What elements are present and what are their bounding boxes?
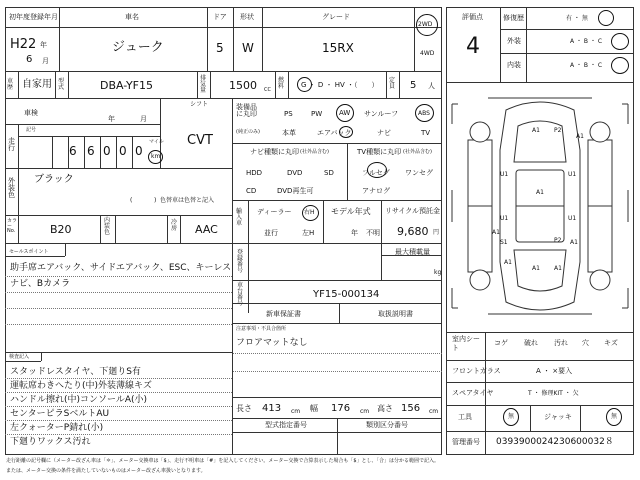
width-label: 幅 xyxy=(310,404,318,413)
color-code-label: カラー No. xyxy=(7,218,18,234)
mileage-label: 走行 xyxy=(8,137,15,152)
equipment-navi: ナビ xyxy=(377,129,391,137)
tv-fullseg: フルセグ xyxy=(362,169,390,177)
max-load-label: 最大積載量 xyxy=(395,248,430,256)
class-number-label: 類別区分番号 xyxy=(366,421,408,429)
color-change-note: 色替車は色替と記入 xyxy=(160,197,215,204)
displacement-label: 排気量 xyxy=(200,75,207,94)
jack-label: ジャッキ xyxy=(544,413,572,421)
fuel-options: G ・ D ・ HV ・（ ） xyxy=(301,81,379,89)
mileage-digit: 6 xyxy=(87,144,95,158)
car-name: ジューク xyxy=(112,40,164,55)
damage-mark: A1 xyxy=(532,265,540,272)
damage-mark: U1 xyxy=(568,215,577,222)
tools-label: 工具 xyxy=(458,413,472,421)
equipment-aw: AW xyxy=(339,109,351,117)
navi-type-sub: (社外品含む) xyxy=(300,149,329,155)
exterior-color-label: 外装色 xyxy=(8,177,15,199)
grade-value: 15RX xyxy=(322,41,354,55)
seat-scratch: キズ xyxy=(604,339,618,347)
inspector-label: 検査記入 xyxy=(9,354,30,360)
grade-label: グレード xyxy=(322,13,350,21)
damage-mark: U1 xyxy=(500,215,509,222)
damage-mark: A1 xyxy=(576,133,584,140)
doors-label: ドア xyxy=(213,13,227,21)
seat-hole: 穴 xyxy=(582,339,589,347)
max-load-unit: kg xyxy=(434,269,442,276)
damage-mark: P2 xyxy=(554,237,562,244)
navi-dvd-playable: DVD再生可 xyxy=(277,187,314,195)
equipment-airbag: エアバック xyxy=(317,129,352,137)
damage-mark: A1 xyxy=(532,127,540,134)
sales-points-label: セールスポイント xyxy=(9,249,49,255)
aircon-value: AAC xyxy=(195,223,218,236)
inspector-line: 下廻りワックス汚れ xyxy=(10,437,91,447)
jack-value: 無 xyxy=(611,413,618,420)
notes-label: 注意事項・不具合箇所 xyxy=(236,326,287,332)
length-label: 長さ xyxy=(236,404,252,413)
interior-color-label: 内装色 xyxy=(104,217,111,236)
interior-grade-circle xyxy=(611,57,629,74)
import-dealer: ディーラー xyxy=(257,208,292,216)
displacement-value: 1500 xyxy=(229,79,257,92)
usage-label: 車歴 xyxy=(7,78,14,91)
owner-manual: 取扱説明書 xyxy=(378,310,413,318)
footer-note-1: 走行距離の記号欄に（メーター改ざん車は「＊」、メーター交換車は「$」、走行不明車は「#」を記入してください。メーター交換で合算表示した場合も「$」とし、「合」は分かる範囲で記入。 xyxy=(6,458,440,464)
drive-4wd: 4WD xyxy=(420,50,435,57)
doors-value: 5 xyxy=(216,41,224,55)
displacement-unit: CC xyxy=(264,87,271,93)
fuel-label: 燃料 xyxy=(278,77,285,90)
shift-value: CVT xyxy=(187,133,213,148)
seat-burn: コゲ xyxy=(494,339,508,347)
sales-point-line: 助手席エアバック、サイドエアバック、ESC、キーレス xyxy=(10,263,232,273)
exterior-color-value: ブラック xyxy=(34,174,74,185)
tv-analog: アナログ xyxy=(362,187,390,195)
spare-tire-value: T ・ 修理KIT ・ 欠 xyxy=(528,390,579,397)
recycle-value: 9,680 xyxy=(397,225,429,238)
drive-2wd: 2WD xyxy=(418,21,433,28)
equipment-tv: TV xyxy=(421,129,431,137)
new-car-warranty: 新車保証書 xyxy=(266,310,301,318)
front-glass-value: A ・ ×要入 xyxy=(536,367,573,375)
width-unit: cm xyxy=(360,408,370,415)
repair-history-options: 有 ・ 無 xyxy=(566,15,588,22)
damage-mark: A1 xyxy=(504,259,512,266)
height-value: 156 xyxy=(401,403,421,414)
mileage-digit: 6 xyxy=(69,144,77,158)
aircon-label: 冷房 xyxy=(171,219,178,232)
equipment-sub-label: (純正のみ) xyxy=(236,129,260,135)
model-year-unit: 年 xyxy=(351,229,358,237)
inspection-label: 車検 xyxy=(24,109,38,117)
inspection-month-unit: 月 xyxy=(140,115,147,123)
exterior-grade-options: A ・ B ・ C xyxy=(570,38,603,45)
model-value: DBA-YF15 xyxy=(100,79,154,92)
chassis-value: YF15-000134 xyxy=(313,289,380,300)
damage-mark: S1 xyxy=(500,239,508,246)
capacity-value: 5 xyxy=(410,80,417,91)
exterior-grade-circle xyxy=(611,33,629,50)
equipment-leather: 本革 xyxy=(282,129,296,137)
shift-label: シフト xyxy=(190,101,209,108)
sales-point-line: ナビ、Bカメラ xyxy=(10,279,71,289)
import-left: 左H xyxy=(302,229,315,237)
damage-mark: A1 xyxy=(554,265,562,272)
inspector-line: ハンドル擦れ(中)コンソールA(小) xyxy=(10,395,148,405)
navi-cd: CD xyxy=(246,187,257,195)
navi-sd: SD xyxy=(324,169,334,177)
mileage-digits xyxy=(52,136,148,168)
interior-grade-label: 内装 xyxy=(507,61,521,69)
damage-mark: U1 xyxy=(500,171,509,178)
damage-mark: P2 xyxy=(554,127,562,134)
equipment-label: 装備品に丸印 xyxy=(236,103,257,118)
repair-none-circle xyxy=(598,10,614,26)
color-code-value: B20 xyxy=(50,223,72,236)
equipment-sunroof: サンルーフ xyxy=(364,110,399,118)
seat-stain: 汚れ xyxy=(554,339,568,347)
equipment-abs: ABS xyxy=(418,110,430,117)
mileage-digit: 0 xyxy=(119,144,127,158)
inspector-line: 運転席わきへたり(中)外装薄線キズ xyxy=(10,381,152,391)
spare-tire-label: スペアタイヤ xyxy=(452,389,494,397)
import-right: 右H xyxy=(304,209,315,216)
navi-hdd: HDD xyxy=(246,169,263,177)
tv-type-sub: (社外品含む) xyxy=(403,149,432,155)
navi-dvd: DVD xyxy=(287,169,303,177)
type-designation-label: 型式指定番号 xyxy=(265,421,307,429)
chassis-label: 車台番号 xyxy=(237,282,244,307)
repair-history-label: 修復歴 xyxy=(503,14,524,22)
first-registration-label: 初年度登録年月 xyxy=(9,13,58,21)
registration-label: 登録番号 xyxy=(237,249,244,274)
model-year-unknown: 不明 xyxy=(366,229,380,237)
recycle-label: リサイクル預託金 xyxy=(385,207,441,215)
model-year-label: モデル年式 xyxy=(331,207,371,216)
paren-close: ) xyxy=(154,197,157,204)
height-unit: cm xyxy=(429,408,439,415)
seat-tear: 破れ xyxy=(524,339,538,347)
tv-type-label: TV種類に丸印 xyxy=(357,148,402,156)
car-condition-diagram xyxy=(448,90,632,322)
management-number-value: 0393900024230600032８ xyxy=(496,437,614,447)
import-parallel: 並行 xyxy=(264,229,278,237)
recycle-unit: 円 xyxy=(433,229,440,236)
exterior-grade-label: 外装 xyxy=(507,37,521,45)
damage-mark: A1 xyxy=(570,239,578,246)
height-label: 高さ xyxy=(377,404,393,413)
damage-mark: U1 xyxy=(568,171,577,178)
score-label: 評価点 xyxy=(462,13,483,21)
footer-note-2: または、メーター交換の条件を満たしていないものはメーター改ざん車扱いとなります。 xyxy=(6,468,206,474)
interior-grade-options: A ・ B ・ C xyxy=(570,62,603,69)
registration-month: 6 xyxy=(26,54,33,65)
damage-mark: A1 xyxy=(492,229,500,236)
capacity-unit: 人 xyxy=(428,82,435,90)
notes-text: フロアマットなし xyxy=(236,338,308,348)
model-label: 型式 xyxy=(58,78,65,91)
length-unit: cm xyxy=(291,408,301,415)
score-value: 4 xyxy=(466,34,480,59)
width-value: 176 xyxy=(331,403,351,414)
equipment-ps: PS xyxy=(284,110,293,118)
car-name-label: 車名 xyxy=(125,13,139,21)
capacity-label: 定員 xyxy=(389,77,396,90)
year-unit: 年 xyxy=(40,41,47,49)
usage-value: 自家用 xyxy=(22,79,52,90)
registration-year: H22 xyxy=(10,37,37,52)
inspection-year-unit: 年 xyxy=(108,115,115,123)
mile-label: マイル xyxy=(149,139,164,145)
front-glass-label: フロントガラス xyxy=(452,367,501,375)
tools-value: 無 xyxy=(508,413,515,420)
odometer-symbol-label: 記号 xyxy=(26,127,37,133)
length-value: 413 xyxy=(262,403,282,414)
inspector-line: スタッドレスタイヤ、下廻りS有 xyxy=(10,367,141,377)
management-number-label: 管理番号 xyxy=(452,438,480,446)
import-label: 輸入車 xyxy=(236,208,243,227)
paren-open: ( xyxy=(130,197,133,204)
inspector-line: 左クォーターP錆れ(小) xyxy=(10,423,104,433)
km-label: km xyxy=(151,153,161,160)
mileage-digit: 0 xyxy=(135,144,143,158)
navi-type-label: ナビ種類に丸印 xyxy=(250,148,299,156)
equipment-pw: PW xyxy=(311,110,323,118)
month-unit: 月 xyxy=(42,57,49,65)
shape-value: W xyxy=(242,41,254,55)
interior-seat-label: 室内シート xyxy=(452,335,480,353)
tv-oneseg: ワンセグ xyxy=(405,169,433,177)
damage-mark: A1 xyxy=(536,189,544,196)
shape-label: 形状 xyxy=(240,13,254,21)
mileage-digit: 0 xyxy=(103,144,111,158)
inspector-line: センターピラSベルトAU xyxy=(10,409,110,419)
